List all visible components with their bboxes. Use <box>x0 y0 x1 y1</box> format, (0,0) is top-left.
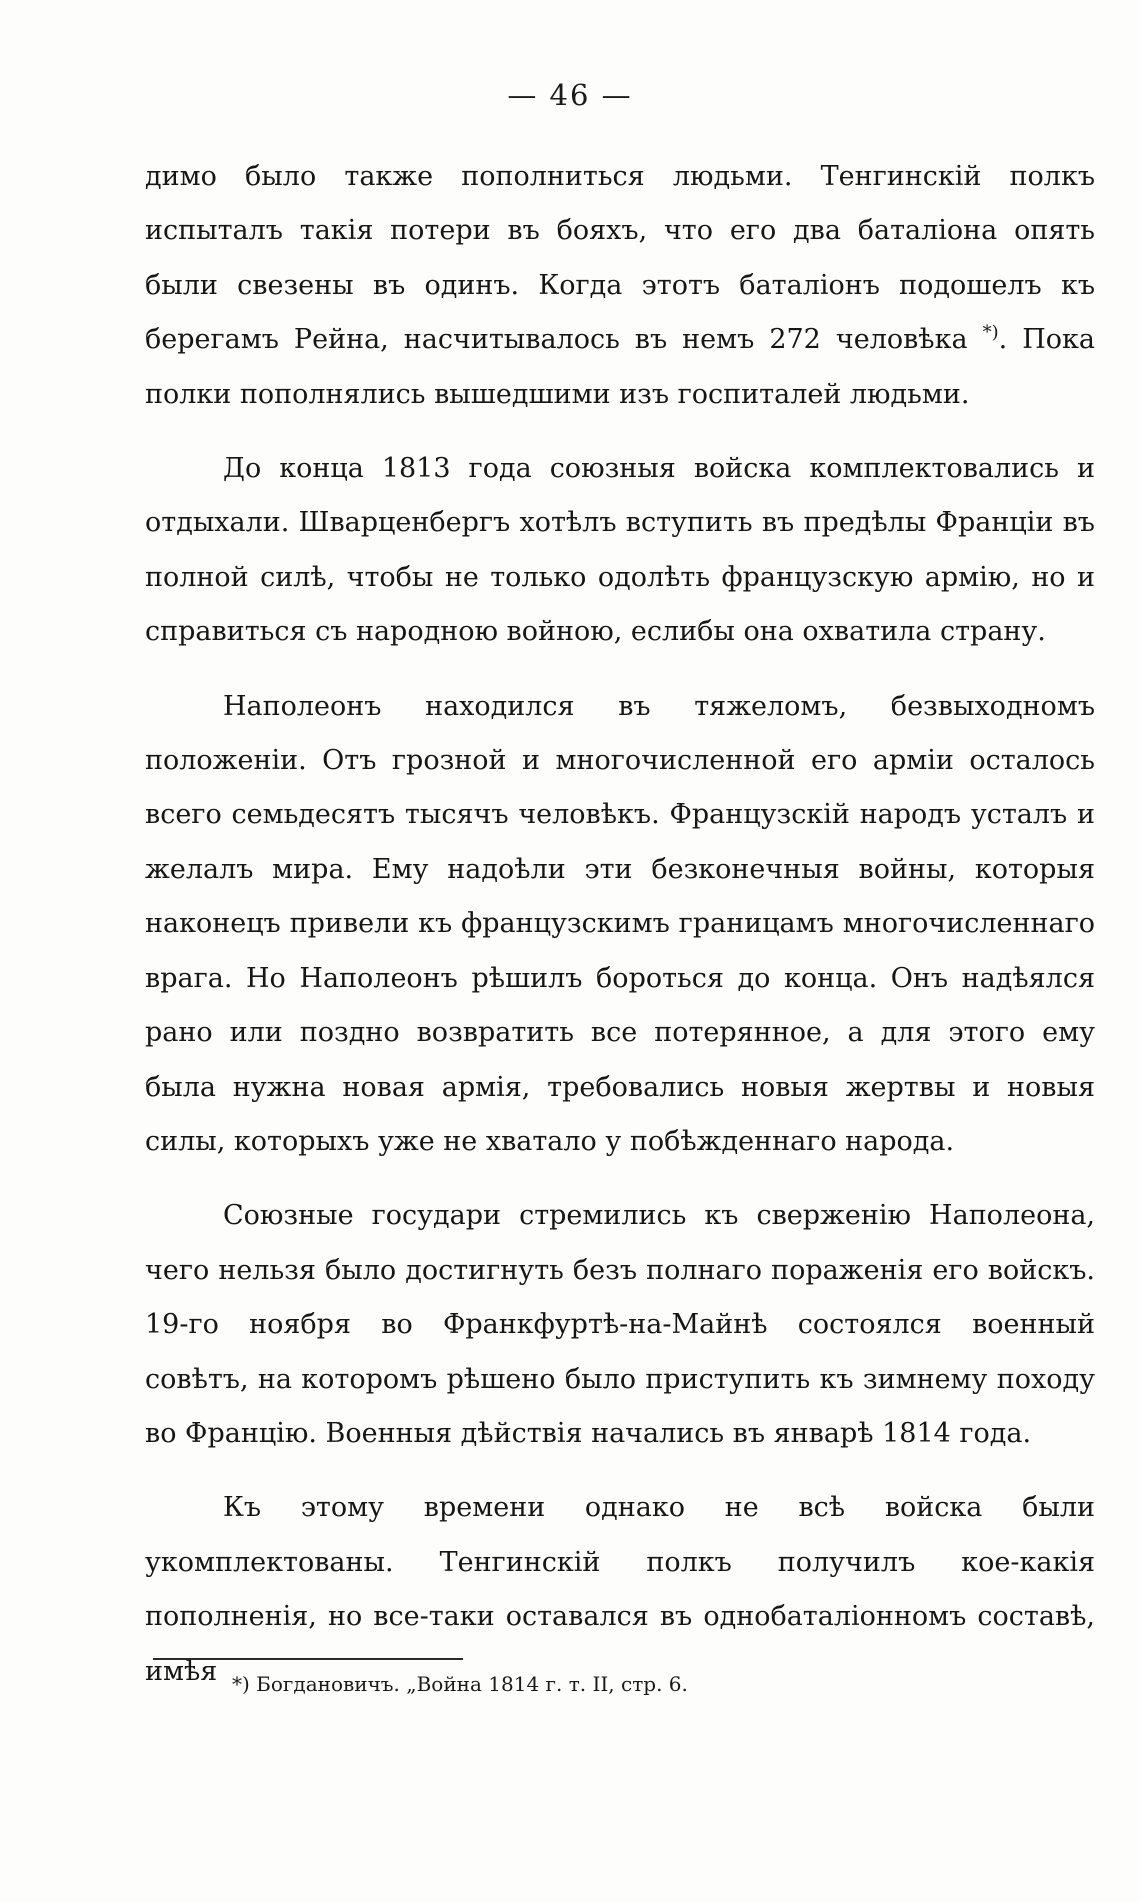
paragraph-4: Союзные государи стремились къ сверженію Наполеона, чего нельзя было достигнуть безъ полнаго пораженія его войскъ. 19-го ноября во Франкфуртѣ-на-Майнѣ состоялся военный совѣтъ, на которомъ рѣшено было приступить къ зимнему походу во Францію. Военныя дѣйствія начались въ январѣ 1814 года. <box>145 1200 1095 1449</box>
body-text <box>145 150 1095 1699</box>
footnote-divider <box>153 1658 463 1660</box>
page-number: — 46 — <box>507 78 633 112</box>
paragraph-1 <box>145 150 1095 422</box>
paragraph-3: Наполеонъ находился въ тяжеломъ, безвыходномъ положеніи. Отъ грозной и многочисленной его арміи осталось всего семьдесятъ тысячъ человѣкъ. Французскій народъ усталъ и желалъ мира. Ему надоѣли эти безконечныя войны, которыя наконецъ привели къ французскимъ границамъ многочисленнаго врага. Но Наполеонъ рѣшилъ бороться до конца. Онъ надѣялся рано или поздно возвратить все потерянное, а для этого ему была нужна новая армія, требовались новыя жертвы и новыя силы, которыхъ уже не хватало у побѣжденнаго народа. <box>145 690 1095 1157</box>
paragraph-1-text: димо было также пополниться людьми. Тенгинскій полкъ испыталъ такія потери въ бояхъ, что его два баталіона опять были свезены въ одинъ. Когда этотъ баталіонъ подошелъ къ берегамъ Рейна, насчитывалось въ немъ 272 человѣка <box>145 161 1095 356</box>
paragraph-2: До конца 1813 года союзныя войска комплектовались и отдыхали. Шварценбергъ хотѣлъ вступить въ предѣлы Франціи въ полной силѣ, чтобы не только одолѣть французскую армію, но и справиться съ народною войною, еслибы она охватила страну. <box>145 453 1095 648</box>
paragraph-5: Къ этому времени однако не всѣ войска были укомплектованы. Тенгинскій полкъ получилъ кое-какія пополненія, но все-таки оставался въ однобаталіонномъ составѣ, имѣя <box>145 1492 1095 1687</box>
footnote-marker: *) <box>982 322 999 344</box>
footnote: *) Богдановичъ. „Война 1814 г. т. II, стр. 6. <box>232 1672 688 1696</box>
paragraph-1-tail: . Пока полки пополнялись вышедшими изъ госпиталей людьми. <box>145 324 1095 410</box>
